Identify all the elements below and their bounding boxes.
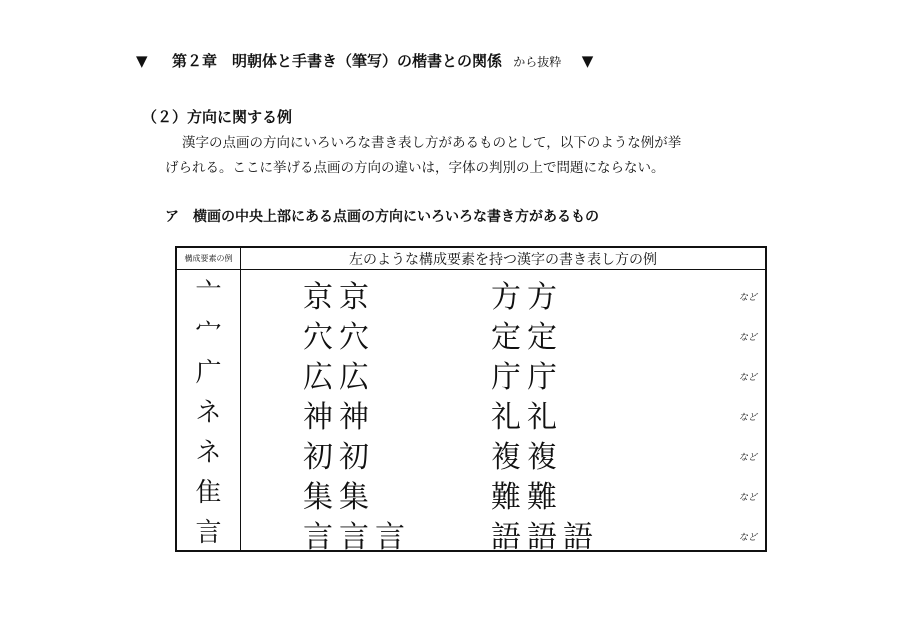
section-title: （２）方向に関する例 (142, 108, 293, 126)
example-table (175, 246, 767, 555)
etc-note: など (738, 453, 757, 463)
example-group-2: 語語語 (491, 520, 599, 555)
table-row (176, 350, 766, 390)
example-group-2: 方方 (491, 280, 563, 315)
table-row (176, 470, 766, 510)
table-row (176, 270, 766, 311)
table-row (176, 430, 766, 470)
example-group-2: 難難 (491, 480, 563, 515)
etc-note: など (738, 333, 757, 343)
example-group-1: 広広 (303, 360, 375, 395)
table-row (176, 310, 766, 350)
etc-note: など (738, 413, 757, 423)
etc-note: など (738, 293, 757, 303)
example-group-2: 庁庁 (491, 360, 563, 395)
component-cell: 隹 (176, 470, 241, 510)
example-group-2: 複複 (491, 440, 563, 475)
paragraph-line-1: 漢字の点画の方向にいろいろな書き表し方があるものとして，以下のような例が挙 (182, 135, 682, 151)
component-cell: 亠 (176, 270, 241, 311)
column-header-examples: 左のような構成要素を持つ漢字の書き表し方の例 (241, 247, 767, 270)
example-group-2: 定定 (491, 320, 563, 355)
component-cell: 宀 (176, 310, 241, 350)
example-group-1: 集集 (303, 480, 375, 515)
example-group-1: 初初 (303, 440, 375, 475)
section-paragraph (165, 131, 785, 181)
etc-note: など (738, 493, 757, 503)
paragraph-line-2: げられる。ここに挙げる点画の方向の違いは，字体の判別の上で問題にならない。 (165, 160, 665, 176)
triangle-down-icon: ▼ (581, 52, 594, 70)
examples-cell (241, 270, 767, 315)
etc-note: など (738, 373, 757, 383)
examples-cell (241, 470, 767, 515)
examples-cell (241, 350, 767, 395)
chapter-title: 第２章 明朝体と手書き（筆写）の楷書との関係 (172, 52, 503, 70)
example-group-1: 穴穴 (303, 320, 375, 355)
chapter-header (136, 50, 593, 71)
component-cell: ネ (176, 390, 241, 430)
examples-cell (241, 390, 767, 435)
subsection-title: ア 横画の中央上部にある点画の方向にいろいろな書き方があるもの (165, 209, 599, 225)
component-cell: ネ (176, 430, 241, 470)
examples-cell (241, 430, 767, 475)
component-cell: 言 (176, 510, 241, 551)
table-row (176, 390, 766, 430)
table-row (176, 510, 766, 551)
example-group-1: 神神 (303, 400, 375, 435)
examples-cell (241, 310, 767, 355)
etc-note: など (738, 533, 757, 543)
example-group-2: 礼礼 (491, 400, 563, 435)
chapter-subtitle: から抜粋 (513, 55, 562, 69)
example-group-1: 京京 (303, 280, 375, 315)
triangle-down-icon: ▼ (136, 52, 148, 70)
column-header-component: 構成要素の例 (176, 247, 241, 270)
component-cell: 广 (176, 350, 241, 390)
examples-cell (241, 510, 767, 555)
example-group-1: 言言言 (303, 520, 411, 555)
